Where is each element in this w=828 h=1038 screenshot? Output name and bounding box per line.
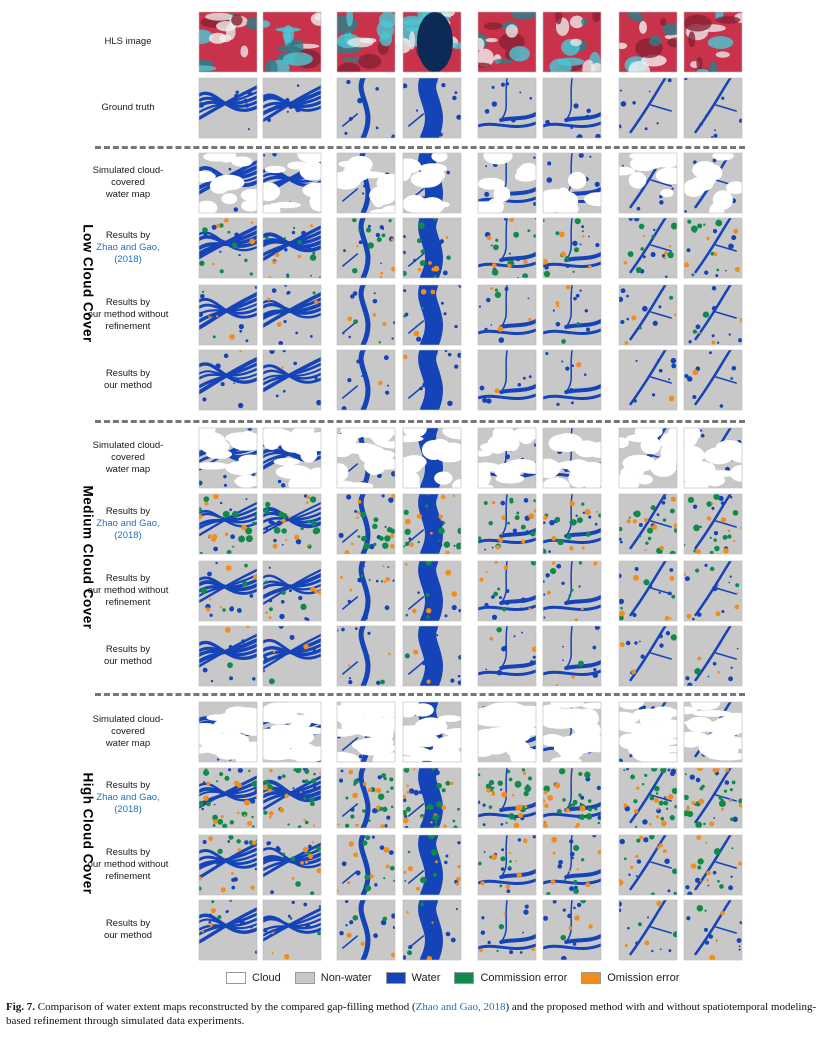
map-panel-r4-c2 xyxy=(337,285,397,345)
map-panel-r1-c7 xyxy=(683,76,743,138)
map-panel-r5-c5 xyxy=(543,350,601,410)
map-panel-r9-c5 xyxy=(543,625,601,686)
map-panel-r9-c7 xyxy=(684,626,742,688)
map-panel-r5-c7 xyxy=(684,350,742,410)
row-label-5 xyxy=(58,368,198,392)
map-panel-r1-c6 xyxy=(617,78,677,138)
map-panel-r12-c6 xyxy=(618,834,678,897)
map-panel-r11-c1 xyxy=(263,766,322,829)
map-panel-r6-c4 xyxy=(466,425,553,492)
legend-swatch-commission xyxy=(454,972,474,984)
row-label-line: Results by xyxy=(105,847,151,858)
row-label-9 xyxy=(58,644,198,668)
map-panel-r4-c5 xyxy=(543,285,601,345)
row-label-1 xyxy=(58,102,198,114)
row-label-line: Simulated cloud- xyxy=(92,165,164,176)
map-panel-r13-c3 xyxy=(401,900,461,961)
map-panel-r5-c3 xyxy=(403,350,462,410)
map-panel-r11-c7 xyxy=(683,765,744,828)
map-panel-r4-c1 xyxy=(263,284,321,346)
map-panel-r7-c6 xyxy=(618,494,680,557)
map-panel-r12-c4 xyxy=(478,835,536,895)
row-label-line: Results by xyxy=(105,573,151,584)
row-label-line: water map xyxy=(105,464,151,475)
map-panel-r0-c4 xyxy=(470,8,536,72)
map-panel-r5-c1 xyxy=(263,349,322,410)
map-panel-r12-c7 xyxy=(684,835,743,897)
map-panel-r5-c2 xyxy=(337,350,395,411)
map-panel-r0-c7 xyxy=(684,10,750,78)
map-panel-r7-c2 xyxy=(337,493,397,555)
row-label-2 xyxy=(58,165,198,201)
map-panel-r0-c5 xyxy=(543,8,603,79)
row-label-line: our method xyxy=(103,656,153,667)
row-label-10 xyxy=(58,714,198,750)
map-panel-r3-c4 xyxy=(478,217,537,279)
map-panel-r2-c6 xyxy=(609,146,686,213)
row-label-line: Results by xyxy=(105,918,151,929)
map-panel-r8-c6 xyxy=(617,561,677,621)
map-panel-r13-c7 xyxy=(684,900,743,961)
map-panel-r3-c2 xyxy=(337,218,396,279)
map-panel-r12-c5 xyxy=(543,833,602,896)
map-panel-r9-c6 xyxy=(619,626,677,686)
map-panel-r6-c3 xyxy=(389,420,477,497)
section-label-low: Low Cloud Cover xyxy=(80,224,96,343)
figure-caption xyxy=(6,1000,820,1028)
map-panel-r1-c3 xyxy=(402,78,461,138)
map-panel-r1-c0 xyxy=(199,78,257,138)
row-label-line[interactable]: Zhao and Gao, xyxy=(96,792,160,803)
map-panel-r8-c7 xyxy=(683,561,742,621)
legend-item-non-water xyxy=(295,972,372,984)
map-panel-r8-c2 xyxy=(337,561,395,621)
row-label-line: our method without xyxy=(87,309,169,320)
row-label-12 xyxy=(58,847,198,883)
row-label-4 xyxy=(58,297,198,333)
map-panel-r0-c6 xyxy=(616,11,687,81)
map-panel-r11-c5 xyxy=(541,768,603,829)
map-panel-r10-c1 xyxy=(247,697,338,762)
map-panel-r2-c0 xyxy=(189,150,263,215)
row-label-line[interactable]: (2018) xyxy=(114,804,142,815)
caption-label: Fig. 7. xyxy=(6,1001,36,1013)
legend-item-water xyxy=(386,972,441,984)
map-panel-r9-c0 xyxy=(199,625,257,686)
legend xyxy=(226,966,693,990)
row-label-line[interactable]: (2018) xyxy=(114,530,142,541)
map-panel-r6-c1 xyxy=(260,421,331,493)
section-label-medium: Medium Cloud Cover xyxy=(80,485,96,630)
row-label-line: our method without xyxy=(87,859,169,870)
legend-item-commission xyxy=(454,972,567,984)
caption-text-after: ) and the proposed method with and without spatiotemporal modeling-based refinement through simulated data experiments. xyxy=(6,1001,817,1027)
row-label-line: Results by xyxy=(105,368,151,379)
map-panel-r0-c0 xyxy=(187,12,262,72)
row-label-line: covered xyxy=(111,177,145,188)
map-panel-r4-c4 xyxy=(478,285,536,345)
row-label-line: covered xyxy=(111,452,145,463)
map-panel-r0-c2 xyxy=(329,7,397,77)
map-panel-r3-c0 xyxy=(199,218,257,278)
map-panel-r7-c5 xyxy=(540,494,603,555)
map-panel-r12-c0 xyxy=(197,835,258,895)
map-panel-r8-c5 xyxy=(542,561,601,622)
map-panel-r11-c2 xyxy=(337,768,395,829)
map-panel-r2-c4 xyxy=(465,147,538,216)
map-panel-r6-c2 xyxy=(325,423,410,491)
map-panel-r10-c2 xyxy=(319,698,408,771)
map-panel-r5-c0 xyxy=(199,350,257,410)
map-panel-r13-c1 xyxy=(263,900,321,960)
map-panel-r1-c4 xyxy=(478,78,536,138)
map-panel-r4-c3 xyxy=(403,284,462,345)
legend-swatch-water xyxy=(386,972,406,984)
legend-swatch-non-water xyxy=(295,972,315,984)
map-panel-r2-c2 xyxy=(331,153,405,217)
legend-label-commission: Commission error xyxy=(480,972,568,984)
map-panel-r3-c5 xyxy=(542,218,601,278)
section-label-high: High Cloud Cover xyxy=(80,772,96,895)
map-panel-r10-c5 xyxy=(539,698,617,765)
map-panel-r9-c3 xyxy=(403,626,463,686)
map-panel-r1-c1 xyxy=(263,78,321,138)
legend-swatch-omission xyxy=(581,972,601,984)
row-label-line: water map xyxy=(105,738,151,749)
row-label-11 xyxy=(58,780,198,816)
map-panel-r5-c4 xyxy=(478,350,536,410)
map-panel-r5-c6 xyxy=(619,350,677,410)
row-label-line: Simulated cloud- xyxy=(92,440,164,451)
map-panel-r11-c6 xyxy=(619,766,678,829)
section-divider-low xyxy=(95,146,745,149)
map-panel-r0-c3 xyxy=(395,6,466,74)
map-panel-r10-c6 xyxy=(604,695,689,767)
row-label-line: Results by xyxy=(105,780,151,791)
map-panel-r12-c1 xyxy=(263,835,322,896)
map-panel-r11-c0 xyxy=(198,768,259,829)
row-label-line: Results by xyxy=(105,506,151,517)
section-divider-medium xyxy=(95,420,745,423)
row-label-line: Results by xyxy=(105,297,151,308)
row-label-6 xyxy=(58,440,198,476)
map-panel-r6-c6 xyxy=(608,424,687,492)
row-label-0 xyxy=(58,36,198,48)
caption-citation-link[interactable]: Zhao and Gao, 2018 xyxy=(415,1001,506,1013)
row-label-3 xyxy=(58,230,198,266)
legend-item-cloud xyxy=(226,972,281,984)
map-panel-r3-c1 xyxy=(263,218,322,280)
map-panel-r2-c3 xyxy=(394,151,461,216)
map-panel-r11-c3 xyxy=(401,767,461,830)
map-panel-r10-c4 xyxy=(468,701,547,766)
row-label-7 xyxy=(58,506,198,542)
row-label-8 xyxy=(58,573,198,609)
map-panel-r11-c4 xyxy=(476,768,536,829)
map-panel-r13-c5 xyxy=(543,898,601,962)
map-panel-r8-c3 xyxy=(403,559,462,621)
row-label-line: refinement xyxy=(105,597,151,608)
map-panel-r12-c3 xyxy=(403,833,461,895)
map-panel-r6-c7 xyxy=(673,425,753,495)
map-panel-r8-c1 xyxy=(263,561,323,621)
row-label-line: Ground truth xyxy=(101,102,155,113)
map-panel-r7-c3 xyxy=(403,494,464,556)
map-panel-r9-c4 xyxy=(478,626,538,686)
map-panel-r7-c1 xyxy=(263,494,321,554)
row-label-line: Results by xyxy=(105,644,151,655)
map-panel-r7-c4 xyxy=(478,494,538,554)
row-label-line[interactable]: Zhao and Gao, xyxy=(96,242,160,253)
map-panel-r12-c2 xyxy=(335,835,395,895)
row-label-line: covered xyxy=(111,726,145,737)
map-panel-r3-c6 xyxy=(619,216,678,278)
legend-label-water: Water xyxy=(411,972,441,984)
row-label-line: refinement xyxy=(105,871,151,882)
map-panel-r13-c6 xyxy=(616,900,679,960)
map-panel-r2-c1 xyxy=(256,145,332,222)
map-panel-r9-c1 xyxy=(262,624,321,686)
map-panel-r8-c0 xyxy=(199,561,258,621)
legend-label-cloud: Cloud xyxy=(252,972,281,984)
map-panel-r4-c0 xyxy=(198,285,258,345)
map-panel-r9-c2 xyxy=(336,626,395,686)
section-divider-high xyxy=(95,693,745,696)
legend-label-non-water: Non-water xyxy=(320,972,372,984)
legend-label-omission: Omission error xyxy=(607,972,680,984)
row-label-line: refinement xyxy=(105,321,151,332)
row-label-line: our method xyxy=(103,380,153,391)
map-panel-r13-c0 xyxy=(199,899,258,960)
map-panel-r6-c5 xyxy=(529,428,616,495)
map-panel-r10-c7 xyxy=(672,696,756,762)
map-panel-r13-c2 xyxy=(337,900,397,960)
row-label-line: our method xyxy=(103,930,153,941)
row-label-line: our method without xyxy=(87,585,169,596)
map-panel-r7-c7 xyxy=(683,494,742,555)
map-panel-r3-c7 xyxy=(684,218,742,278)
map-panel-r4-c7 xyxy=(684,285,744,345)
caption-text-before: Comparison of water extent maps reconstructed by the compared gap-filling method ( xyxy=(35,1001,416,1013)
map-panel-r2-c5 xyxy=(537,153,610,217)
map-panel-r7-c0 xyxy=(197,494,259,555)
map-panel-r3-c3 xyxy=(401,216,461,279)
row-label-line: Simulated cloud- xyxy=(92,714,164,725)
map-panel-r4-c6 xyxy=(618,285,677,345)
map-panel-r0-c1 xyxy=(260,12,330,78)
map-panel-r8-c4 xyxy=(478,559,537,621)
row-label-line[interactable]: (2018) xyxy=(114,254,142,265)
map-panel-r10-c3 xyxy=(386,698,474,771)
map-panel-r2-c7 xyxy=(683,151,746,222)
map-panel-r1-c2 xyxy=(337,78,396,140)
map-panel-r13-c4 xyxy=(478,900,536,960)
row-label-line[interactable]: Zhao and Gao, xyxy=(96,518,160,529)
row-label-line: water map xyxy=(105,189,151,200)
map-panel-r1-c5 xyxy=(543,78,601,140)
legend-swatch-cloud xyxy=(226,972,246,984)
row-label-line: Results by xyxy=(105,230,151,241)
row-label-13 xyxy=(58,918,198,942)
legend-item-omission xyxy=(581,972,679,984)
row-label-line: HLS image xyxy=(104,36,152,47)
